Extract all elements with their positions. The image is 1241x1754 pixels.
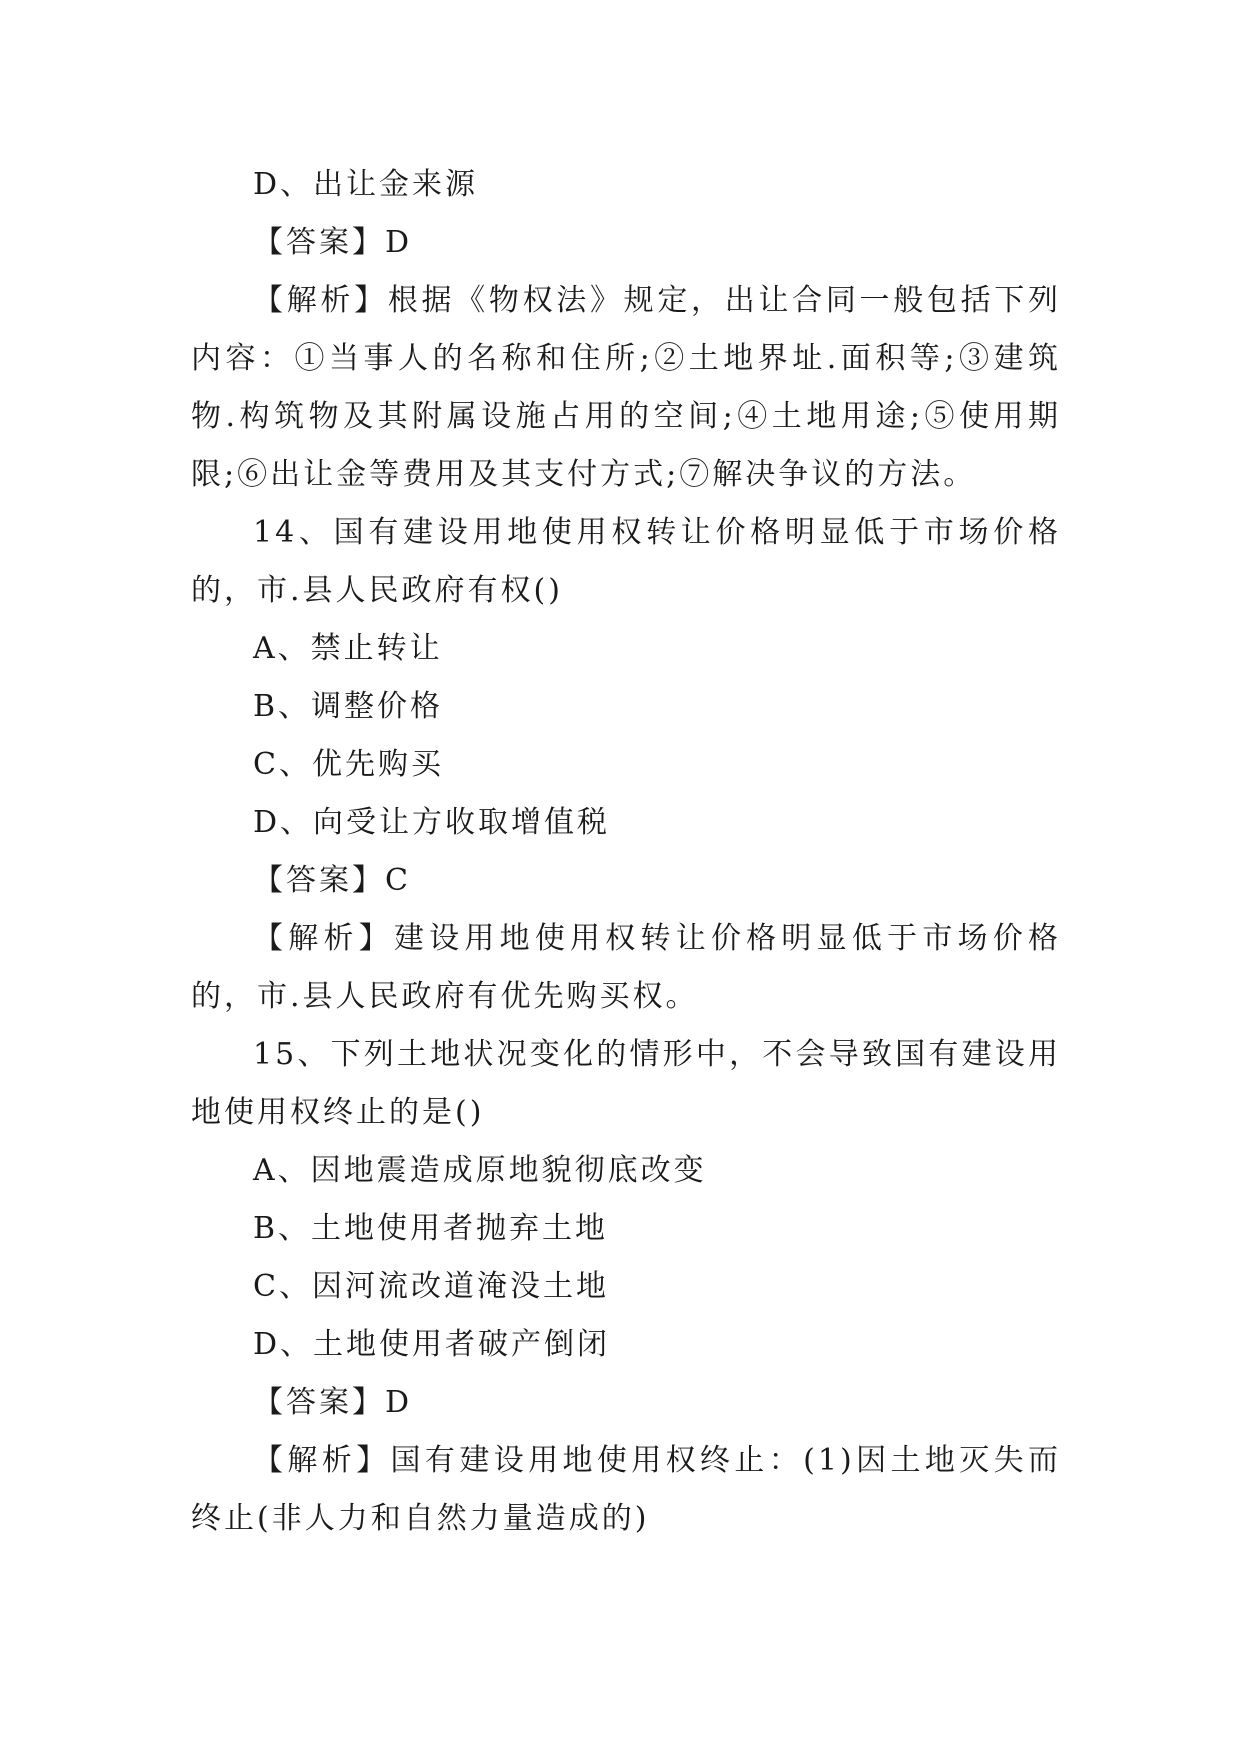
option-b-line: B、土地使用者抛弃土地: [253, 1211, 609, 1246]
question-15: 15、下列土地状况变化的情形中，不会导致国有建设用地使用权终止的是(): [191, 1037, 1061, 1130]
option-c-line: C、因河流改道淹没土地: [253, 1269, 609, 1304]
answer-line: 【答案】C: [253, 863, 411, 898]
option-d-line: D、出让金来源: [253, 167, 479, 202]
answer-line: 【答案】D: [253, 225, 413, 260]
analysis-paragraph: 【解析】根据《物权法》规定，出让合同一般包括下列内容：①当事人的名称和住所;②土地界址.面积等;③建筑物.构筑物及其附属设施占用的空间;④土地用途;⑤使用期限;⑥出让金等费用及其支付方式;⑦解决争议的方法。: [191, 283, 1061, 492]
question-14: 14、国有建设用地使用权转让价格明显低于市场价格的，市.县人民政府有权(): [191, 515, 1061, 608]
analysis-paragraph: 【解析】国有建设用地使用权终止：(1)因土地灭失而终止(非人力和自然力量造成的): [191, 1443, 1061, 1536]
option-a-line: A、因地震造成原地貌彻底改变: [253, 1153, 707, 1188]
document-body: [191, 156, 1061, 1548]
option-d-line: D、向受让方收取增值税: [253, 805, 611, 840]
answer-line: 【答案】D: [253, 1385, 413, 1420]
option-d-line: D、土地使用者破产倒闭: [253, 1327, 611, 1362]
option-b-line: B、调整价格: [253, 689, 444, 724]
analysis-paragraph: 【解析】建设用地使用权转让价格明显低于市场价格的，市.县人民政府有优先购买权。: [191, 921, 1061, 1014]
option-c-line: C、优先购买: [253, 747, 444, 782]
option-a-line: A、禁止转让: [253, 631, 443, 666]
